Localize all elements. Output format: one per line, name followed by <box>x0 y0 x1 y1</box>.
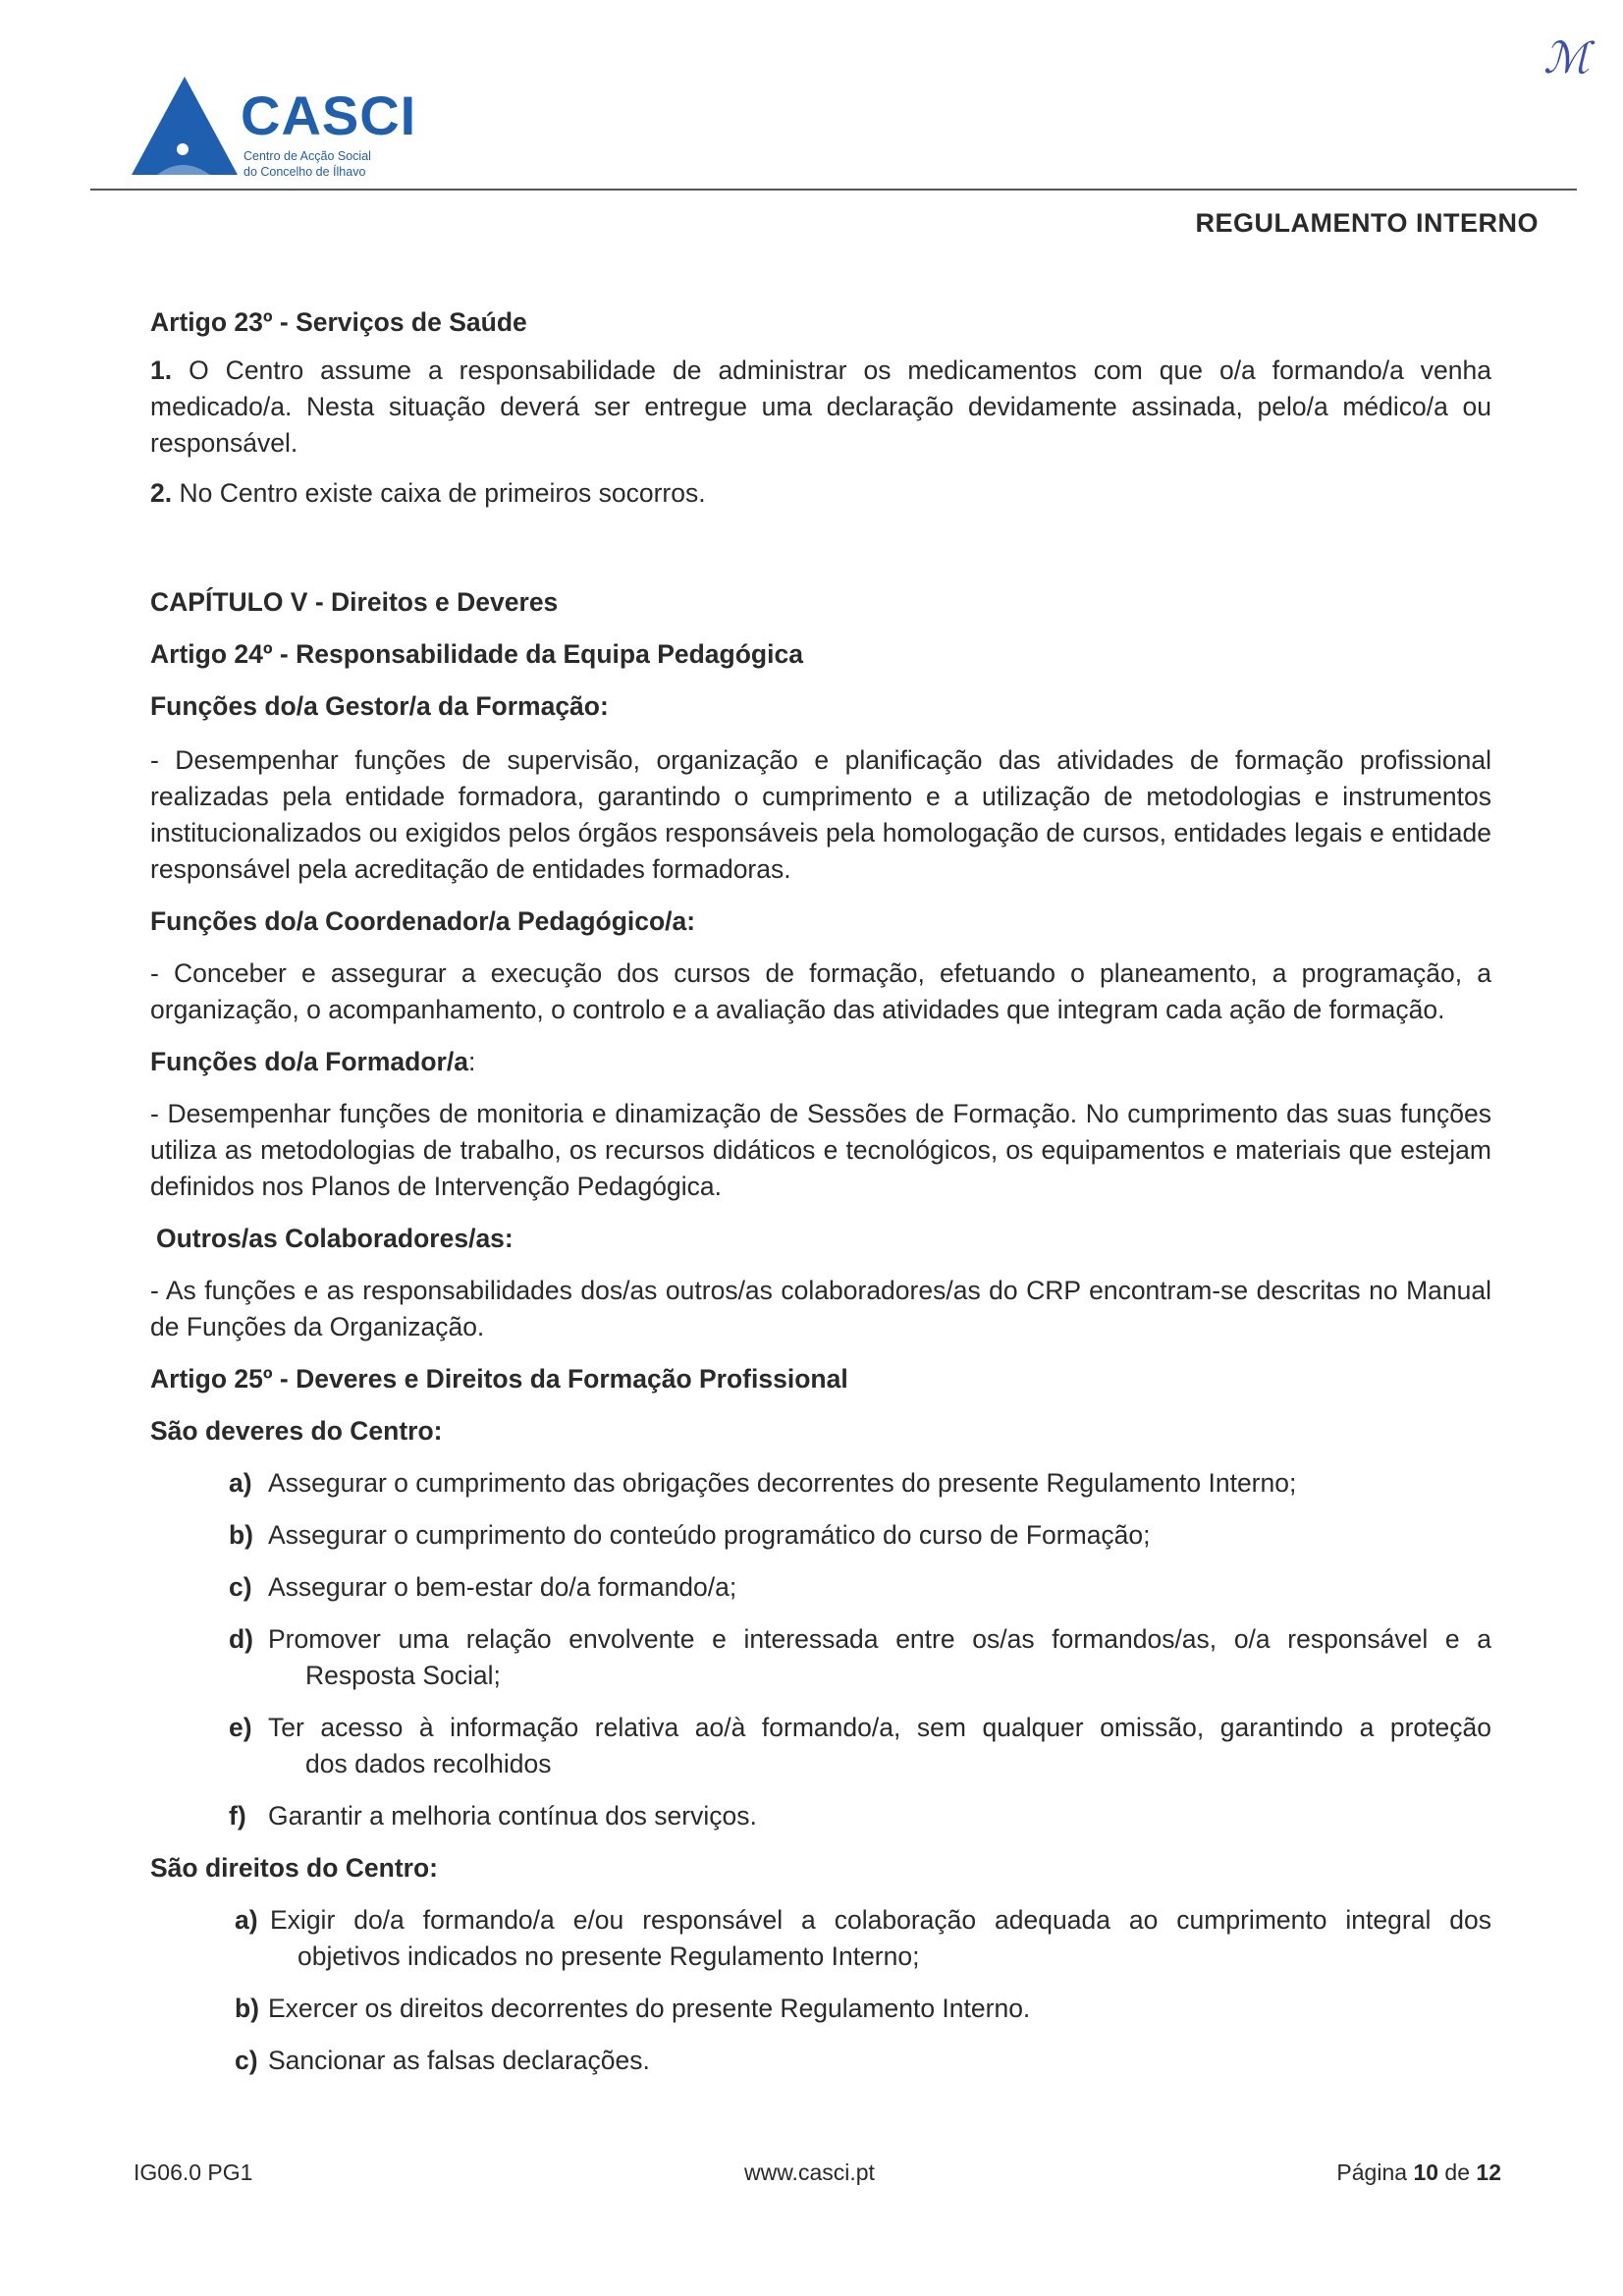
list-item-text: Ter acesso à informação relativa ao/à formando/a, sem qualquer omissão, garantindo a proteção dos dados recolhidos <box>268 1713 1491 1778</box>
list-item-letter: d) <box>229 1624 254 1654</box>
coordenador-heading: Funções do/a Coordenador/a Pedagógico/a: <box>150 906 696 936</box>
list-item <box>150 1798 1491 1834</box>
logo-name: CASCI <box>241 84 417 146</box>
list-item <box>150 1902 1491 1975</box>
chapter-5-title: CAPÍTULO V - Direitos e Deveres <box>150 587 559 617</box>
gestor-text: - Desempenhar funções de supervisão, organização e planificação das atividades de formação profissional realizadas pela entidade formadora, garantindo o cumprimento e a utilização de metodologias e instrumentos institucionalizados ou exigidos pelos órgãos responsáveis pela homologação de cursos, entidades legais e entidade responsável pela acreditação de entidades formadoras. <box>150 745 1491 884</box>
article-23-item-2 <box>150 475 1491 512</box>
logo-subtitle-line2: do Concelho de Ílhavo <box>243 164 366 179</box>
item-text: O Centro assume a responsabilidade de administrar os medicamentos com que o/a formando/a venha medicado/a. Nesta situação deverá ser entregue uma declaração devidamente assinada, pelo/a médico/a ou responsável. <box>150 355 1491 458</box>
list-item-letter: f) <box>229 1801 246 1831</box>
list-item <box>150 1465 1491 1502</box>
article-25-title: Artigo 25º - Deveres e Direitos da Formação Profissional <box>150 1364 848 1394</box>
article-23-item-1 <box>150 353 1491 462</box>
list-item-text: Exercer os direitos decorrentes do presente Regulamento Interno. <box>268 1994 1031 2023</box>
list-item-text: Promover uma relação envolvente e interessada entre os/as formandos/as, o/a responsável e a Resposta Social; <box>268 1624 1491 1690</box>
footer-code: IG06.0 PG1 <box>134 2159 253 2185</box>
list-item-letter: e) <box>229 1713 252 1742</box>
item-number: 1. <box>150 355 173 385</box>
gestor-heading: Funções do/a Gestor/a da Formação: <box>150 691 609 721</box>
list-item-letter: c) <box>229 1572 252 1602</box>
list-item-letter: b) <box>229 1520 254 1550</box>
list-item-text: Garantir a melhoria contínua dos serviços. <box>268 1801 757 1831</box>
list-item-letter: a) <box>229 1468 252 1498</box>
list-item <box>150 1517 1491 1554</box>
formador-text: - Desempenhar funções de monitoria e dinamização de Sessões de Formação. No cumprimento das suas funções utiliza as metodologias de trabalho, os recursos didáticos e tecnológicos, os equipamentos e materiais que estejam definidos nos Planos de Intervenção Pedagógica. <box>150 1099 1491 1201</box>
deveres-heading: São deveres do Centro: <box>150 1416 443 1446</box>
item-text: No Centro existe caixa de primeiros socorros. <box>179 478 706 508</box>
formador-heading: Funções do/a Formador/a <box>150 1047 468 1076</box>
logo-triangle-icon <box>128 73 245 181</box>
logo-subtitle <box>243 149 371 180</box>
list-item-text: Assegurar o bem-estar do/a formando/a; <box>268 1572 737 1602</box>
document-title: REGULAMENTO INTERNO <box>1195 208 1539 238</box>
handwritten-initials: ℳ <box>1543 33 1591 83</box>
direitos-heading: São direitos do Centro: <box>150 1853 438 1883</box>
article-23-title: Artigo 23º - Serviços de Saúde <box>150 307 527 337</box>
document-body <box>150 304 1491 2079</box>
list-item <box>150 1991 1491 2027</box>
list-item-letter: a) <box>235 1905 258 1935</box>
list-item-letter: b) <box>235 1994 260 2023</box>
list-item <box>150 1621 1491 1694</box>
item-number: 2. <box>150 478 173 508</box>
casci-logo <box>128 73 422 181</box>
direitos-list <box>150 1902 1491 2079</box>
deveres-list <box>150 1465 1491 1834</box>
footer-page-number: Página 10 de 12 <box>1336 2159 1501 2185</box>
list-item-text: Assegurar o cumprimento das obrigações decorrentes do presente Regulamento Interno; <box>268 1468 1297 1498</box>
list-item <box>150 2043 1491 2079</box>
footer-website[interactable]: www.casci.pt <box>744 2159 875 2185</box>
formador-heading-line <box>150 1044 1491 1080</box>
formador-heading-colon: : <box>467 1047 476 1076</box>
list-item-text: Exigir do/a formando/a e/ou responsável a colaboração adequada ao cumprimento integral dos objetivos indicados no presente Regulamento Interno; <box>270 1905 1491 1971</box>
header-divider <box>90 189 1577 191</box>
coordenador-text: - Conceber e assegurar a execução dos cursos de formação, efetuando o planeamento, a programação, a organização, o acompanhamento, o controlo e a avaliação das atividades que integram cada ação de formação. <box>150 958 1491 1024</box>
outros-text: - As funções e as responsabilidades dos/as outros/as colaboradores/as do CRP encontram-se descritas no Manual de Funções da Organização. <box>150 1276 1491 1341</box>
article-24-title: Artigo 24º - Responsabilidade da Equipa Pedagógica <box>150 639 803 669</box>
list-item-letter: c) <box>235 2046 258 2075</box>
list-item <box>150 1569 1491 1606</box>
list-item-text: Sancionar as falsas declarações. <box>268 2046 650 2075</box>
outros-heading: Outros/as Colaboradores/as: <box>156 1224 514 1253</box>
logo-subtitle-line1: Centro de Acção Social <box>243 149 371 163</box>
list-item-text: Assegurar o cumprimento do conteúdo programático do curso de Formação; <box>268 1520 1151 1550</box>
list-item <box>150 1710 1491 1782</box>
